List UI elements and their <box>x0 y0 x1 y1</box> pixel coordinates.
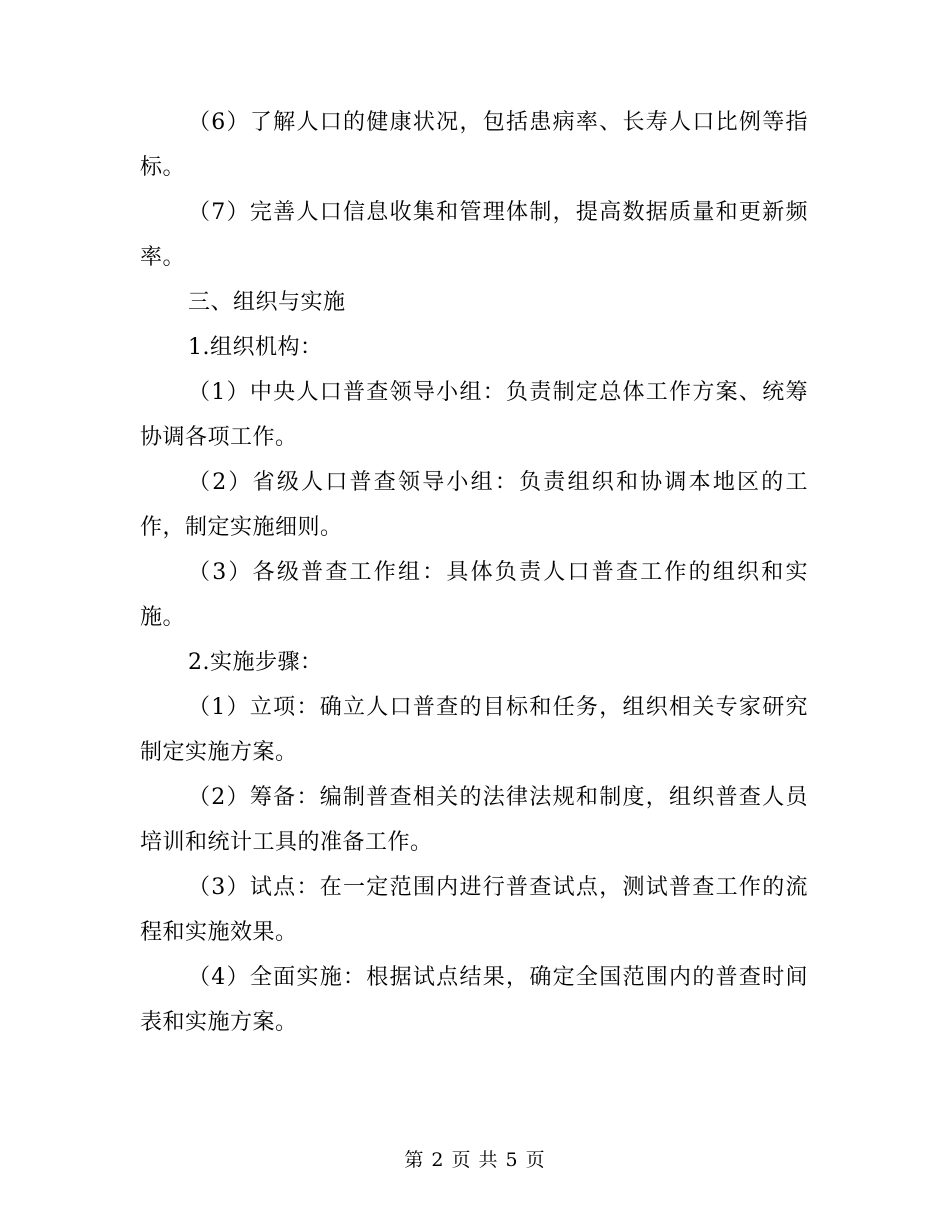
paragraph-step-full-implementation: （4）全面实施：根据试点结果，确定全国范围内的普查时间表和实施方案。 <box>140 965 808 1035</box>
paragraph-step-pilot: （3）试点：在一定范围内进行普查试点，测试普查工作的流程和实施效果。 <box>140 875 808 945</box>
paragraph-info-system: （7）完善人口信息收集和管理体制，提高数据质量和更新频率。 <box>140 200 808 270</box>
section-heading-organization: 三、组织与实施 <box>188 290 346 315</box>
subheading-implementation-steps: 2.实施步骤： <box>188 650 323 675</box>
subheading-organization-structure: 1.组织机构： <box>188 335 323 360</box>
paragraph-health-status: （6）了解人口的健康状况，包括患病率、长寿人口比例等指标。 <box>140 110 808 180</box>
page-number-footer: 第 2 页 共 5 页 <box>404 1149 546 1171</box>
paragraph-provincial-group: （2）省级人口普查领导小组：负责组织和协调本地区的工作，制定实施细则。 <box>140 470 808 540</box>
paragraph-central-group: （1）中央人口普查领导小组：负责制定总体工作方案、统筹协调各项工作。 <box>140 380 808 450</box>
paragraph-working-groups: （3）各级普查工作组：具体负责人口普查工作的组织和实施。 <box>140 560 808 630</box>
paragraph-step-project-setup: （1）立项：确立人口普查的目标和任务，组织相关专家研究制定实施方案。 <box>140 695 808 765</box>
document-body <box>140 100 808 1045</box>
paragraph-step-preparation: （2）筹备：编制普查相关的法律法规和制度，组织普查人员培训和统计工具的准备工作。 <box>140 785 808 855</box>
